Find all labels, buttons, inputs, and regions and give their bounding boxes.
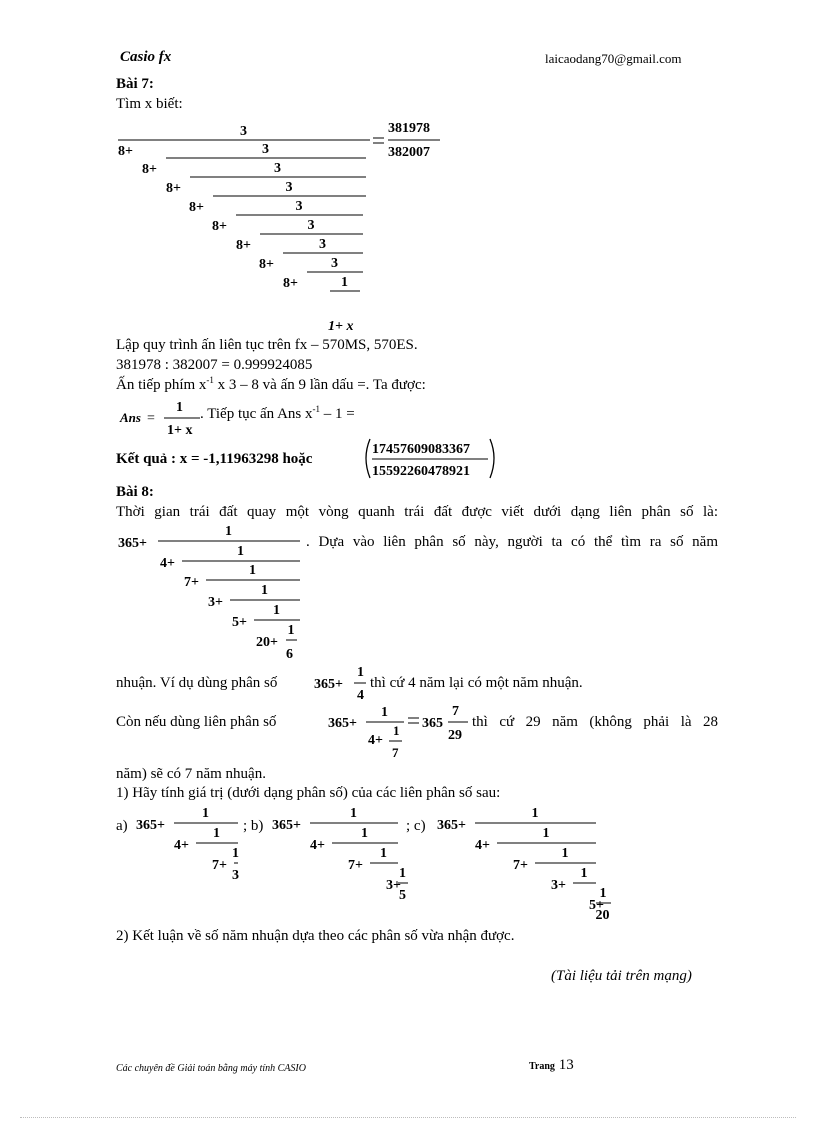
bai7-line1: Lập quy trình ấn liên tục trên fx – 570MS, 570ES. xyxy=(116,337,418,353)
page-label: Trang xyxy=(529,1061,555,1072)
ans-superscript: -1 xyxy=(312,404,321,414)
bai7-heading: Bài 7: xyxy=(116,76,154,92)
mixed-denominator: 29 xyxy=(448,728,462,743)
cf7-numerator-3: 3 xyxy=(285,180,293,195)
question-2: 2) Kết luận về số năm nhuận dựa theo các phân số vừa nhận được. xyxy=(116,928,515,944)
result-frac-denominator: 15592260478921 xyxy=(372,464,470,479)
cf7-numerator-7: 3 xyxy=(331,256,338,271)
source-note: (Tài liệu tải trên mạng) xyxy=(551,968,692,984)
page-number: 13 xyxy=(558,1057,574,1073)
simple-denominator: 4 xyxy=(357,688,364,703)
cf7-numerator-2: 3 xyxy=(274,161,281,176)
result-frac-numerator: 17457609083367 xyxy=(372,442,470,457)
qb-term-1: 4+ xyxy=(310,838,325,853)
cf7-term-5: 8+ xyxy=(236,238,251,253)
cf7-numerator-1: 3 xyxy=(262,142,269,157)
qc-term-0: 365+ xyxy=(437,818,466,833)
ans-numerator: 1 xyxy=(176,400,183,415)
ans-text-b: – 1 = xyxy=(320,406,355,422)
qc-last-denominator: 20 xyxy=(595,908,610,923)
qa-term-1: 4+ xyxy=(174,838,189,853)
qc-numerator-3: 1 xyxy=(580,866,588,881)
cf8-term-1: 4+ xyxy=(160,556,175,571)
qa-term-0: 365+ xyxy=(136,818,165,833)
ans-text-a: . Tiếp tục ấn Ans x xyxy=(200,406,313,422)
qa-last-denominator: 3 xyxy=(232,868,239,883)
p2-numerator-1: 1 xyxy=(393,723,400,738)
cf8-numerator-5: 1 xyxy=(287,623,295,638)
bai7-prompt: Tìm x biết: xyxy=(116,96,183,112)
cf8-term-3: 3+ xyxy=(208,595,223,610)
cf7-term-7: 8+ xyxy=(283,276,298,291)
qa-term-2: 7+ xyxy=(212,858,227,873)
simple-whole: 365+ xyxy=(314,677,343,692)
footer-title: Các chuyên đề Giải toán bằng máy tính CASIO xyxy=(116,1063,306,1074)
bai7-line2: 381978 : 382007 = 0.999924085 xyxy=(116,357,313,373)
cf7-term-4: 8+ xyxy=(212,219,227,234)
result-numerator: 381978 xyxy=(388,121,430,136)
mixed-numerator: 7 xyxy=(452,704,459,719)
cf8-last-denominator: 6 xyxy=(286,647,293,662)
p2-text-a: Còn nếu dùng liên phân số xyxy=(116,714,277,730)
cf-description: . Dựa vào liên phân số này, người ta có thể tìm ra số năm xyxy=(306,534,718,550)
p2-term-0: 365+ xyxy=(328,716,357,731)
cf7-last-denominator: 1+ x xyxy=(328,319,354,334)
qc-term-4: 5+ xyxy=(589,898,604,913)
line3-part-a: Ấn tiếp phím x xyxy=(116,377,207,393)
label-a: a) xyxy=(116,818,128,834)
cf7-numerator-6: 3 xyxy=(319,237,326,252)
qa-numerator-1: 1 xyxy=(213,826,220,841)
qc-term-3: 3+ xyxy=(551,878,566,893)
cf7-numerator-8: 1 xyxy=(341,275,348,290)
p2-numerator-0: 1 xyxy=(381,705,388,720)
cf8-term-0: 365+ xyxy=(118,536,147,551)
p2-denominator: 7 xyxy=(392,745,399,760)
label-b: ; b) xyxy=(243,818,264,834)
cf8-numerator-2: 1 xyxy=(249,563,256,578)
p1-text-a: nhuận. Ví dụ dùng phân số xyxy=(116,675,278,691)
ans-equals: = xyxy=(147,411,155,426)
cf8-term-4: 5+ xyxy=(232,615,247,630)
bai8-heading: Bài 8: xyxy=(116,484,154,500)
cf7-term-2: 8+ xyxy=(166,181,181,196)
cf7-numerator-5: 3 xyxy=(307,218,315,233)
question-1: 1) Hãy tính giá trị (dưới dạng phân số) của các liên phân số sau: xyxy=(116,785,501,801)
qc-numerator-2: 1 xyxy=(561,846,569,861)
qb-term-2: 7+ xyxy=(348,858,363,873)
qa-numerator-0: 1 xyxy=(202,806,209,821)
page-number-block xyxy=(529,1057,574,1074)
p2-term-1: 4+ xyxy=(368,733,383,748)
result-denominator: 382007 xyxy=(388,145,430,160)
cf8-numerator-3: 1 xyxy=(261,583,268,598)
qb-last-denominator: 5 xyxy=(399,888,406,903)
qc-term-2: 7+ xyxy=(513,858,528,873)
mixed-whole: 365 xyxy=(422,716,443,731)
qb-numerator-1: 1 xyxy=(361,826,368,841)
qb-numerator-3: 1 xyxy=(399,866,406,881)
cf8-numerator-1: 1 xyxy=(237,544,244,559)
ans-denominator: 1+ x xyxy=(167,423,193,438)
simple-numerator: 1 xyxy=(357,665,364,680)
cf7-term-6: 8+ xyxy=(259,257,274,272)
qc-numerator-0: 1 xyxy=(531,806,539,821)
qa-numerator-2: 1 xyxy=(232,846,239,861)
line3-superscript: -1 xyxy=(206,375,214,385)
p2-text-c: năm) sẽ có 7 năm nhuận. xyxy=(116,766,266,782)
bai8-intro: Thời gian trái đất quay một vòng quanh trái đất được viết dưới dạng liên phân số là: xyxy=(116,504,718,520)
cf8-numerator-4: 1 xyxy=(273,603,280,618)
qc-numerator-1: 1 xyxy=(542,826,550,841)
cf8-term-5: 20+ xyxy=(256,635,278,650)
footer-dotted-rule xyxy=(20,1117,796,1118)
ans-label: Ans xyxy=(120,410,141,425)
header-email: laicaodang70@gmail.com xyxy=(545,51,682,66)
p1-text-b: thì cứ 4 năm lại có một năm nhuận. xyxy=(370,675,583,691)
cf7-term-0: 8+ xyxy=(118,144,133,159)
line3-part-b: x 3 – 8 và ấn 9 lần dấu =. Ta được: xyxy=(213,377,426,393)
cf7-numerator-4: 3 xyxy=(295,199,303,214)
cf8-term-2: 7+ xyxy=(184,575,199,590)
qb-numerator-2: 1 xyxy=(380,846,387,861)
qc-term-1: 4+ xyxy=(475,838,490,853)
qb-term-0: 365+ xyxy=(272,818,301,833)
cf7-numerator-0: 3 xyxy=(240,124,247,139)
p2-text-b: thì cứ 29 năm (không phải là 28 xyxy=(472,714,718,730)
header-title: Casio fx xyxy=(120,49,172,65)
qb-numerator-0: 1 xyxy=(350,806,357,821)
qc-numerator-4: 1 xyxy=(599,886,607,901)
cf7-term-1: 8+ xyxy=(142,162,157,177)
cf8-numerator-0: 1 xyxy=(225,524,232,539)
result-label: Kết quả : x = -1,11963298 hoặc xyxy=(116,451,313,467)
label-c: ; c) xyxy=(406,818,426,834)
cf7-term-3: 8+ xyxy=(189,200,204,215)
qb-term-3: 3+ xyxy=(386,878,401,893)
